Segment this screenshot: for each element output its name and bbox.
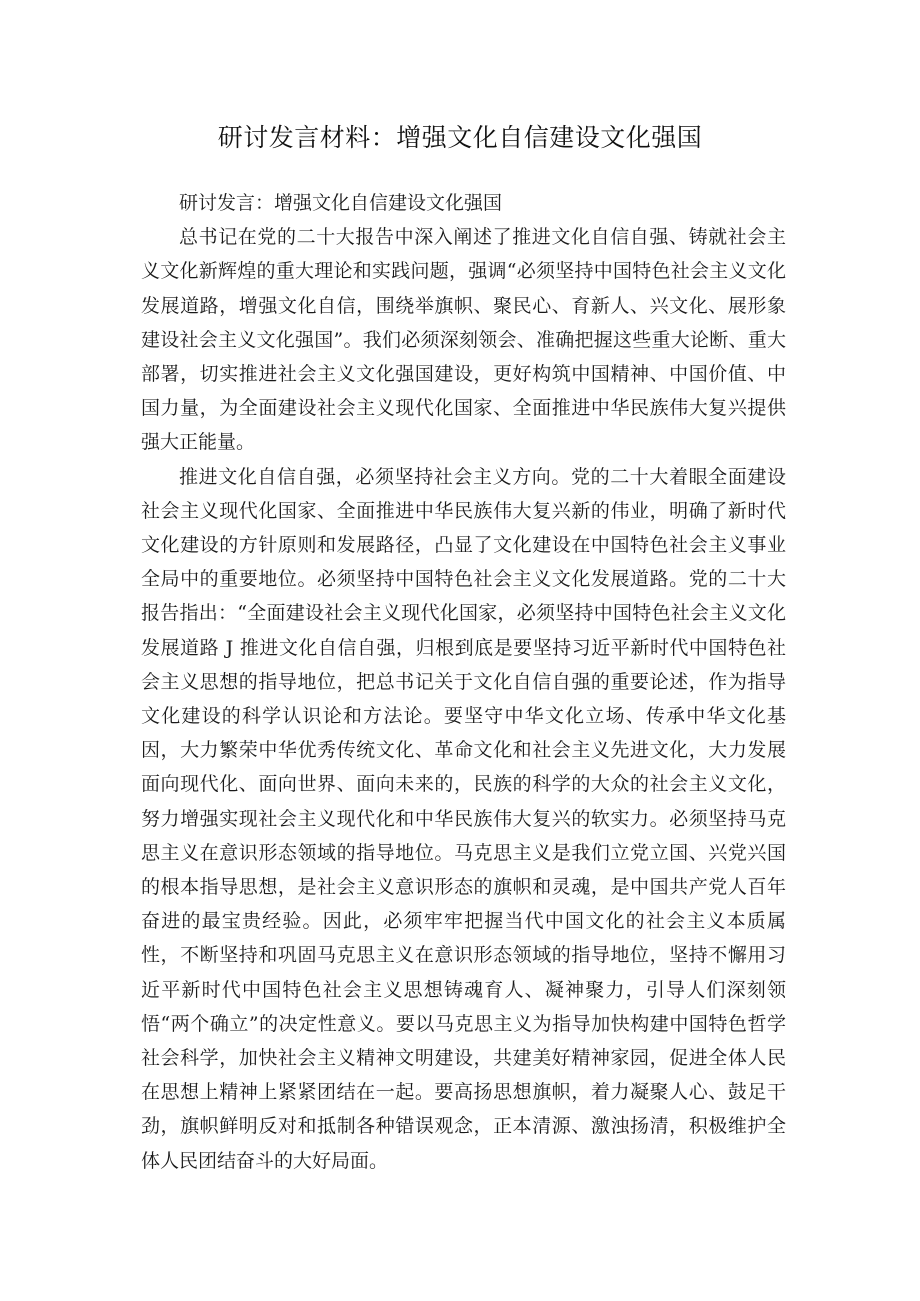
subtitle-paragraph: 研讨发言：增强文化自信建设文化强国 bbox=[179, 192, 503, 214]
document-body bbox=[141, 186, 786, 1178]
body-paragraph: 推进文化自信自强，必须坚持社会主义方向。党的二十大着眼全面建设社会主义现代化国家、全面推进中华民族伟大复兴新的伟业，明确了新时代文化建设的方针原则和发展路径，凸显了文化建设在中国特色社会主义事业全局中的重要地位。必须坚持中国特色社会主义文化发展道路。党的二十大报告指出：“全面建设社会主义现代化国家，必须坚持中国特色社会主义文化发展道路 J 推进文化自信自强，归根到底是要坚持习近平新时代中国特色社会主义思想的指导地位，把总书记关于文化自信自强的重要论述，作为指导文化建设的科学认识论和方法论。要坚守中华文化立场、传承中华文化基因，大力繁荣中华优秀传统文化、革命文化和社会主义先进文化，大力发展面向现代化、面向世界、面向未来的，民族的科学的大众的社会主义文化，努力增强实现社会主义现代化和中华民族伟大复兴的软实力。必须坚持马克思主义在意识形态领域的指导地位。马克思主义是我们立党立国、兴党兴国的根本指导思想，是社会主义意识形态的旗帜和灵魂，是中国共产党人百年奋进的最宝贵经验。因此，必须牢牢把握当代中国文化的社会主义本质属性，不断坚持和巩固马克思主义在意识形态领域的指导地位，坚持不懈用习近平新时代中国特色社会主义思想铸魂育人、凝神聚力，引导人们深刻领悟“两个确立”的决定性意义。要以马克思主义为指导加快构建中国特色哲学社会科学，加快社会主义精神文明建设，共建美好精神家园，促进全体人民在思想上精神上紧紧团结在一起。要高扬思想旗帜，着力凝聚人心、鼓足干劲，旗帜鲜明反对和抵制各种错误观念，正本清源、激浊扬清，积极维护全体人民团结奋斗的大好局面。 bbox=[141, 465, 786, 1172]
body-paragraph: 总书记在党的二十大报告中深入阐述了推进文化自信自强、铸就社会主义文化新辉煌的重大理论和实践问题，强调“必须坚持中国特色社会主义文化发展道路，增强文化自信，围绕举旗帜、聚民心、育新人、兴文化、展形象建设社会主义文化强国”。我们必须深刻领会、准确把握这些重大论断、重大部署，切实推进社会主义文化强国建设，更好构筑中国精神、中国价值、中国力量，为全面建设社会主义现代化国家、全面推进中华民族伟大复兴提供强大正能量。 bbox=[141, 226, 786, 454]
document-title: 研讨发言材料：增强文化自信建设文化强国 bbox=[217, 123, 703, 152]
